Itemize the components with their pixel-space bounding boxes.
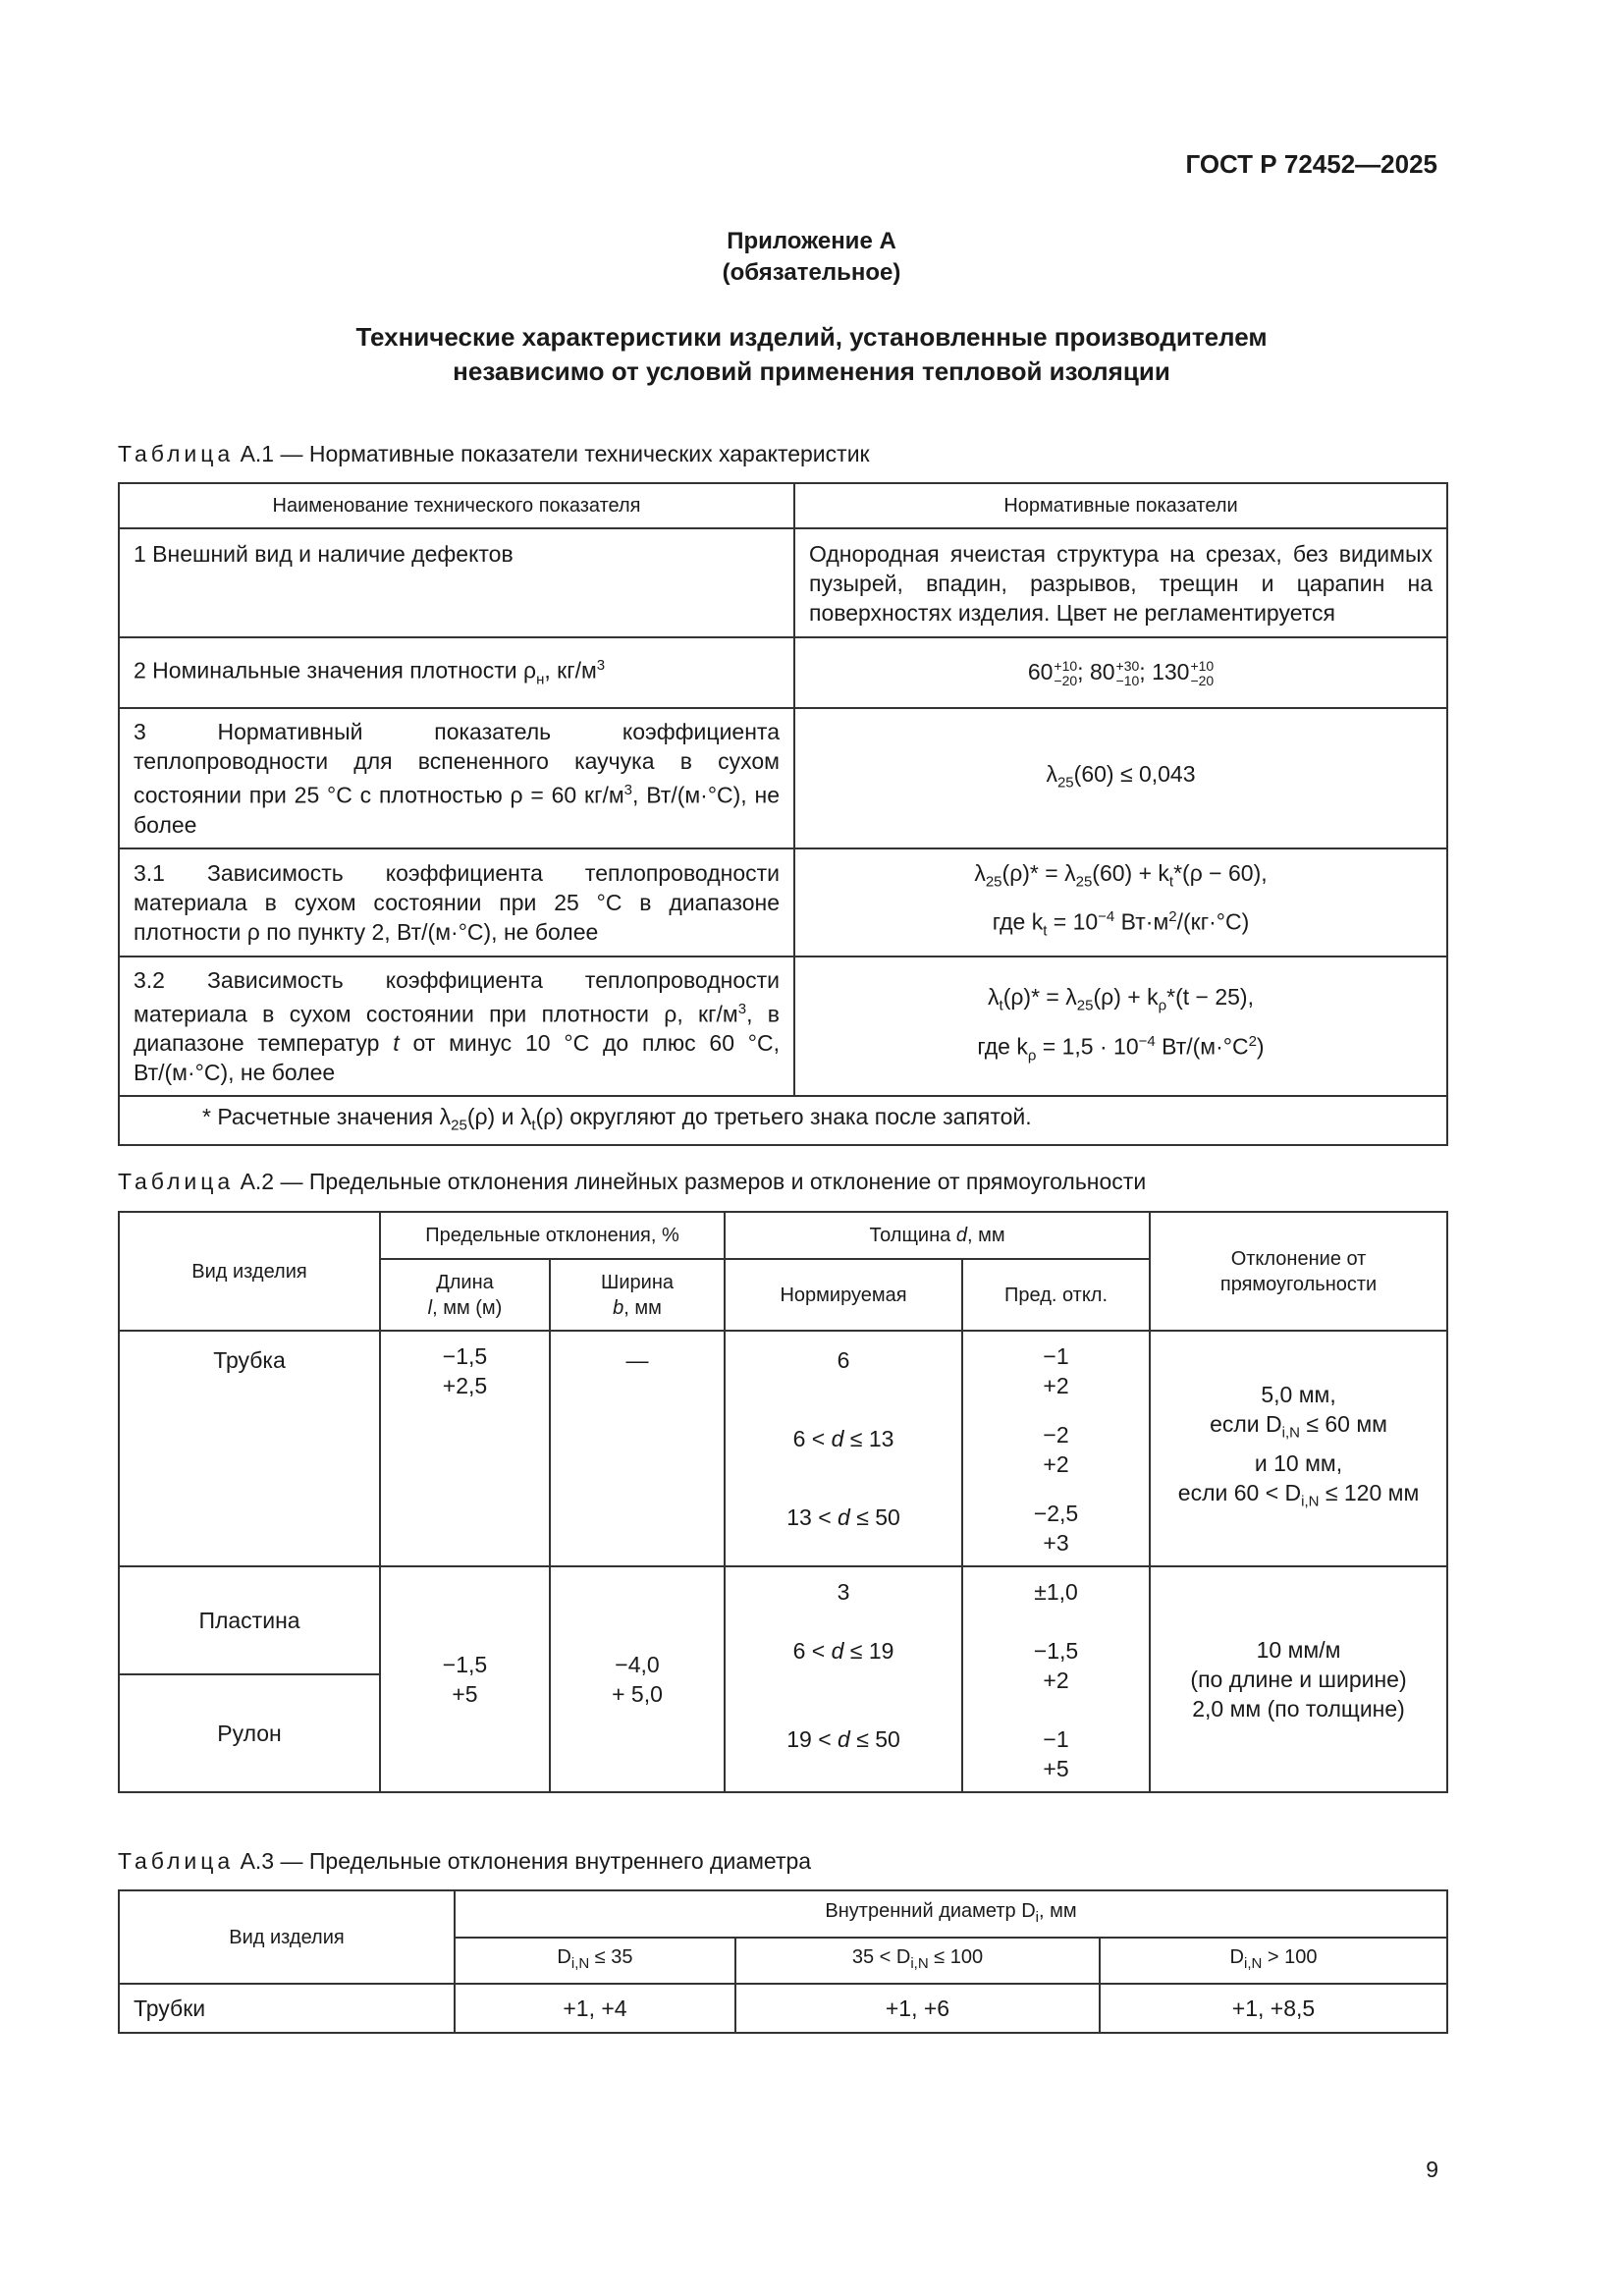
table-a2-header-type: Вид изделия	[119, 1212, 380, 1331]
table-cell-appearance: Однородная ячеистая структура на срезах, без видимых пузырей, впадин, разрывов, трещин и царапин на поверхностях изделия. Цвет не регламентируется	[794, 528, 1447, 637]
table-a3-caption: Таблица А.3 — Предельные отклонения внутреннего диаметра	[118, 1848, 812, 1874]
table-row: 1 Внешний вид и наличие дефектов	[119, 528, 794, 637]
table-row: 3.2 Зависимость коэффициента теплопроводности материала в сухом состоянии при плотности ρ, $кг/м^3$, в диапазоне температур t от минус 10 °С до плюс 60 °С, Вт/(м·°С), не более	[119, 957, 794, 1097]
table-a3-header-d-small: $D_{i,N} \le 35$	[455, 1938, 735, 1984]
table-cell: +1, +8,5	[1100, 1984, 1447, 2033]
table-a1-header-name: Наименование технического показателя	[119, 483, 794, 528]
table-cell-temperature-dependence: $\lambda_t(\rho)* = \lambda_{25}(\rho) + k_\rho*(t - 25)$, где $k_\rho = 1,5 \cdot 10^{-4}$ $Вт/(м\cdot^\circ С^2)$	[794, 957, 1447, 1097]
table-cell-tube-deviation: −1 +2 −2 +2 −2,5 +3	[962, 1331, 1150, 1566]
table-cell-density-values: 60 +10 −20 ; 80 +30 −10 ; 130 +10 −20	[794, 637, 1447, 708]
table-a3-header-d-large: $D_{i,N} > 100$	[1100, 1938, 1447, 1984]
table-a2-header-width: Ширина b, мм	[550, 1259, 725, 1331]
table-cell: +1, +4	[455, 1984, 735, 2033]
table-row: 2 Номинальные значения плотности $\rho_н$, $кг/м^3$	[119, 637, 794, 708]
table-a2-header-thickness: Толщина d, мм	[725, 1212, 1150, 1259]
table-a1-caption: Таблица А.1 — Нормативные показатели технических характеристик	[118, 441, 870, 466]
table-a3	[118, 1889, 1448, 2034]
table-a1	[118, 482, 1448, 1146]
table-row: Пластина	[119, 1566, 380, 1674]
table-cell-tube-width: —	[550, 1331, 725, 1566]
table-a2	[118, 1211, 1448, 1793]
appendix-status: (обязательное)	[722, 259, 901, 286]
page-title	[0, 320, 1623, 389]
table-cell-plate-deviation: ±1,0 −1,5 +2 −1 +5	[962, 1566, 1150, 1792]
appendix-heading	[0, 226, 1623, 289]
page-title-line-2: независимо от условий применения тепловой изоляции	[453, 356, 1170, 386]
table-a2-header-length: Длина l, мм (м)	[380, 1259, 550, 1331]
table-a2-header-rectangularity: Отклонение от прямоугольности	[1150, 1212, 1447, 1331]
table-a2-header-deviation: Пред. откл.	[962, 1259, 1150, 1331]
document-number: ГОСТ Р 72452—2025	[1185, 149, 1437, 179]
table-cell-plate-nominal: 3 6 < d ≤ 19 19 < d ≤ 50	[725, 1566, 962, 1792]
table-row: Трубка	[119, 1331, 380, 1566]
table-a2-header-limits: Предельные отклонения, %	[380, 1212, 725, 1259]
table-cell-tube-rectangularity: 5,0 мм, если $D_{i,N} \le 60$ мм и 10 мм, если $60 < D_{i,N} \le 120$ мм	[1150, 1331, 1447, 1566]
page-number: 9	[1426, 2157, 1438, 2182]
table-a2-caption: Таблица А.2 — Предельные отклонения линейных размеров и отклонение от прямоугольности	[118, 1169, 1147, 1194]
table-a3-header-type: Вид изделия	[119, 1890, 455, 1984]
table-a3-header-d-medium: $35 < D_{i,N} \le 100$	[735, 1938, 1100, 1984]
table-cell-plate-width: −4,0 + 5,0	[550, 1566, 725, 1792]
table-row: Рулон	[119, 1674, 380, 1792]
appendix-title: Приложение А	[727, 228, 896, 254]
table-a3-header-diameter: Внутренний диаметр $D_i$, мм	[455, 1890, 1447, 1938]
table-cell-plate-length: −1,5 +5	[380, 1566, 550, 1792]
table-row: Трубки	[119, 1984, 455, 2033]
table-cell-tube-length: −1,5 +2,5	[380, 1331, 550, 1566]
table-a2-header-nominal: Нормируемая	[725, 1259, 962, 1331]
table-a1-footnote: * Расчетные значения $\lambda_{25}(\rho)$ и $\lambda_t(\rho)$ округляют до третьего знака после запятой.	[119, 1096, 1447, 1145]
table-cell-plate-rectangularity: 10 мм/м (по длине и ширине) 2,0 мм (по толщине)	[1150, 1566, 1447, 1792]
table-row: 3.1 Зависимость коэффициента теплопроводности материала в сухом состоянии при 25 °С в диапазоне плотности ρ по пункту 2, Вт/(м·°С), не более	[119, 848, 794, 957]
page-title-line-1: Технические характеристики изделий, установленные производителем	[355, 322, 1268, 352]
table-cell-tube-nominal: 6 6 < d ≤ 13 13 < d ≤ 50	[725, 1331, 962, 1566]
table-a1-header-value: Нормативные показатели	[794, 483, 1447, 528]
table-cell-density-dependence: $\lambda_{25}(\rho)* = \lambda_{25}(60) + k_t*(\rho - 60)$, где $k_t = 10^{-4}$ $Вт\cdot м^2/(кг\cdot^\circ С)$	[794, 848, 1447, 957]
table-cell-conductivity-value: $\lambda_{25}(60) \le 0,043$	[794, 708, 1447, 848]
table-row: 3 Нормативный показатель коэффициента теплопроводности для вспененного каучука в сухом состоянии при 25 °С с плотностью ρ = 60 $кг/м^3$, Вт/(м·°С), не более	[119, 708, 794, 848]
table-cell: +1, +6	[735, 1984, 1100, 2033]
